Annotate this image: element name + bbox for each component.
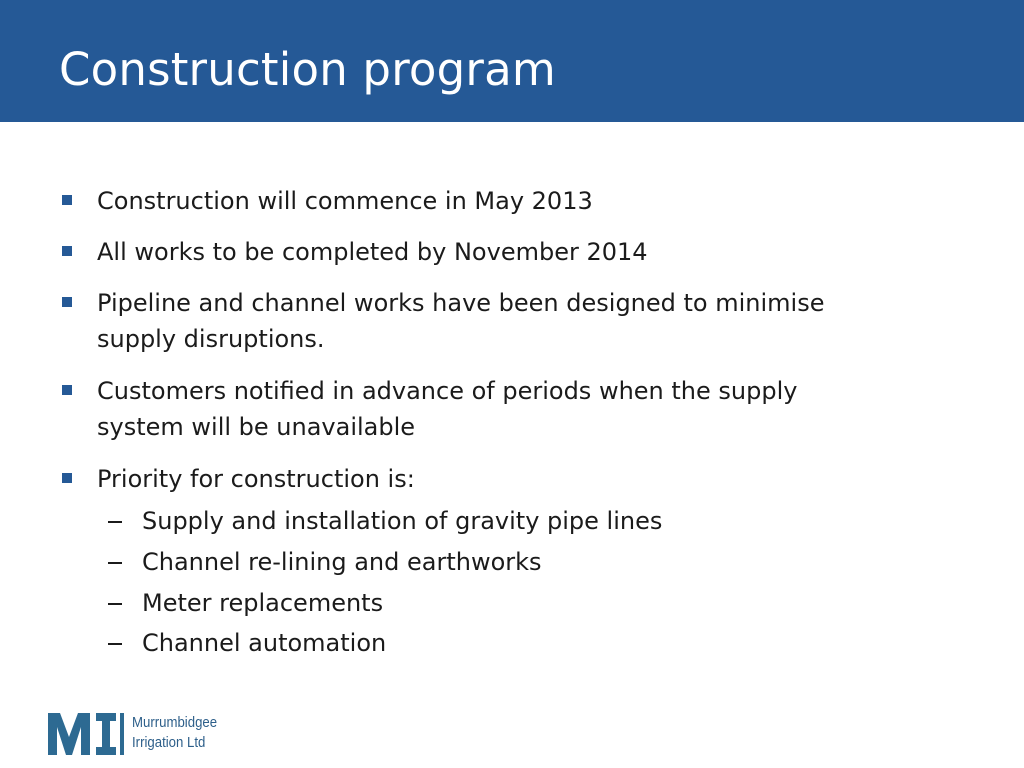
sub-bullet-dash: [108, 521, 122, 523]
logo-line-2: Irrigation Ltd: [132, 734, 206, 751]
sub-bullet-item: Channel automation: [142, 629, 387, 657]
sub-bullet-dash: [108, 643, 122, 645]
bullet-text: All works to be completed by November 2014: [97, 238, 648, 266]
bullet-text-continued: system will be unavailable: [97, 413, 416, 441]
bullet-text-continued: supply disruptions.: [97, 325, 325, 353]
logo-line-1: Murrumbidgee: [132, 714, 218, 731]
bullet-marker: [62, 297, 72, 307]
bullet-item: [97, 183, 967, 219]
bullet-text: Pipeline and channel works have been designed to minimise: [97, 289, 825, 317]
bullet-item: [97, 461, 967, 497]
bullet-text: Priority for construction is:: [97, 465, 415, 493]
logo-wordmark: [132, 713, 217, 753]
sub-bullet-dash: [108, 603, 122, 605]
bullet-marker: [62, 473, 72, 483]
bullet-marker: [62, 385, 72, 395]
bullet-marker: [62, 195, 72, 205]
slide-title: Construction program: [59, 43, 556, 96]
sub-bullet-item: Supply and installation of gravity pipe lines: [142, 507, 663, 535]
bullet-item: [97, 373, 967, 445]
sub-bullet-dash: [108, 562, 122, 564]
sub-bullet-item: Channel re-lining and earthworks: [142, 548, 542, 576]
bullet-text: Construction will commence in May 2013: [97, 187, 593, 215]
bullet-item: [97, 234, 967, 270]
bullet-text: Customers notified in advance of periods when the supply: [97, 377, 798, 405]
company-logo: [48, 710, 248, 758]
bullet-item: [97, 285, 967, 357]
bullet-marker: [62, 246, 72, 256]
mi-logo-mark: [48, 713, 126, 755]
sub-bullet-item: Meter replacements: [142, 589, 384, 617]
